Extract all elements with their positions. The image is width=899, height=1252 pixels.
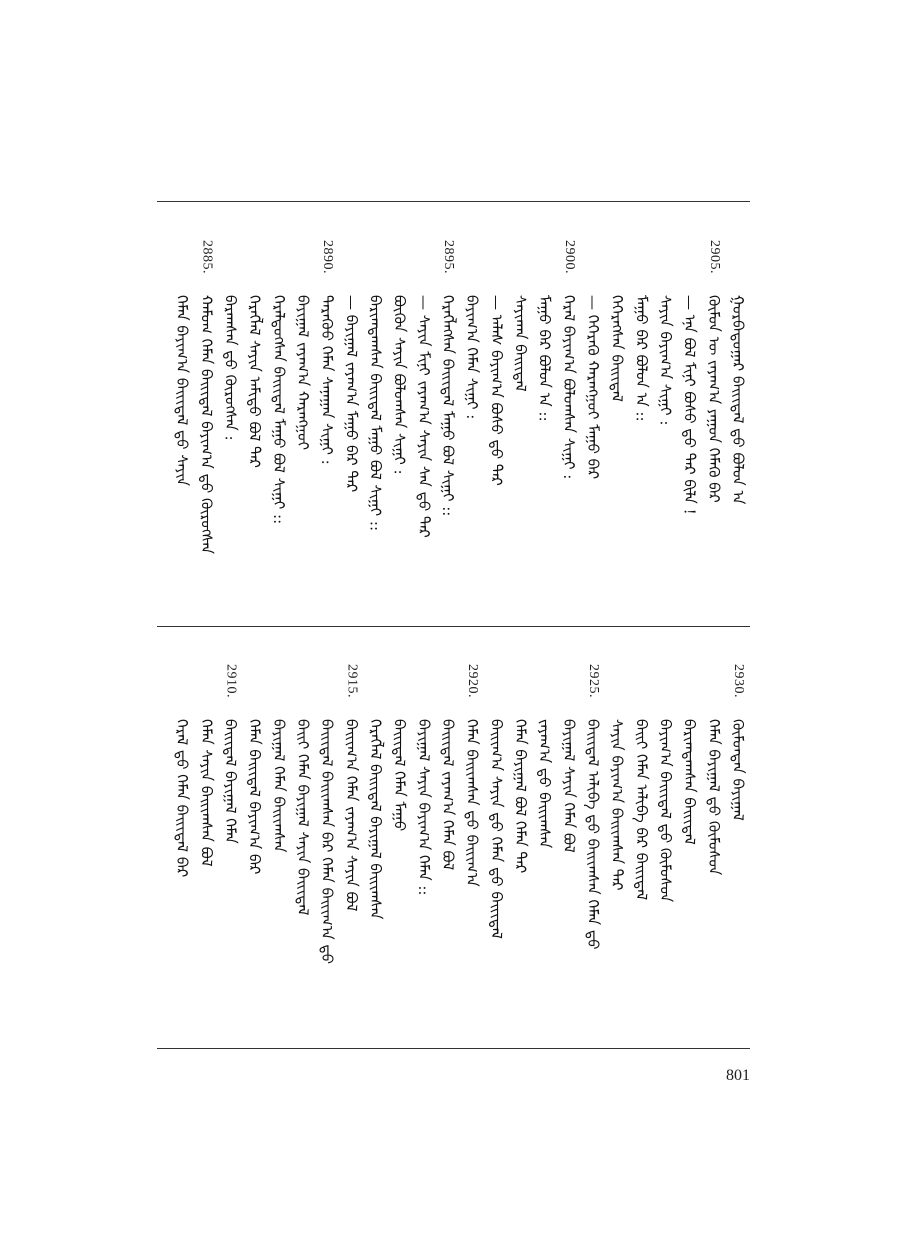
verse-text: — ᠡᠨᠡ ᠪᠣᠯ ᠮᠢᠨᠢ ᠪᠤᠰᠤ ᠳ᠋ᠤ ᠲᠡᠷ ᠪᠢᠯᠡ ! <box>680 295 699 515</box>
verse-line <box>535 664 555 1044</box>
verse-line <box>414 664 434 1044</box>
verse-text: ᠪᠠᠶᠢᠭᠠᠯ ᠰᠠᠶᠢᠨ ᠪᠠᠶᠢᠭ᠎ᠠ ᠬᠡᠮᠡᠨ :: <box>414 719 433 896</box>
verse-number <box>319 664 335 716</box>
verse-number: 2905. <box>706 240 722 274</box>
verse-number <box>271 240 287 292</box>
verse-line <box>680 664 700 1044</box>
verse-text: ᠬᠠᠮᠤᠭ ᠬᠡᠮᠡᠨ ᠪᠠᠢᠢᠳᠠᠯ ᠪᠠᠶᠢᠭ᠎ᠠ ᠳ᠋ᠤ ᠬᠦᠷᠦᠭᠰᠡᠨ <box>197 295 216 555</box>
verse-text: ᠪᠠᠢᠢᠳᠠᠯ ᠵᠠᠶᠠᠭ᠎ᠠ ᠬᠡᠮᠡᠨ ᠪᠣᠯ <box>438 719 457 871</box>
verse-line <box>414 240 434 620</box>
verse-line <box>607 664 627 1044</box>
verse-line <box>341 664 361 1044</box>
verse-number <box>537 240 553 292</box>
verse-line <box>317 664 337 1044</box>
verse-number <box>416 240 432 292</box>
verse-text: ᠭᠡᠷᠡᠯᠲᠦᠭᠰᠡᠨ ᠪᠠᠢᠢᠳᠠᠯ ᠮᠠᠭᠤ ᠪᠣᠯ ᠰᠢᠭ᠋ᠢ :: <box>269 295 288 525</box>
verse-line <box>438 240 458 620</box>
verse-number <box>609 664 625 716</box>
verse-line <box>390 664 410 1044</box>
verse-line <box>535 240 555 620</box>
verse-line <box>293 664 313 1044</box>
verse-number <box>633 240 649 292</box>
verse-number: 2915. <box>344 664 360 698</box>
verse-text: ᠪᠠᠷᠠᠭᠰᠠᠨ ᠳ᠋ᠤ ᠬᠦᠷᠦᠭᠰᠡᠨ : <box>221 295 240 441</box>
verse-number <box>609 240 625 292</box>
verse-number <box>537 664 553 716</box>
verse-text: ᠪᠠᠢᠢ ᠬᠡᠮᠡᠨ ᠠᠯᠢᠪᠠ ᠪᠡᠷ ᠪᠠᠢᠢᠳᠠᠯ <box>632 719 651 901</box>
verse-line <box>728 664 748 1044</box>
verse-number <box>392 240 408 292</box>
verse-number <box>367 664 383 716</box>
verse-text: ᠪᠠᠶᠢᠭ᠎ᠠ ᠬᠡᠮᠡᠨ ᠰᠢᠭ᠋ᠢ : <box>463 295 482 420</box>
verse-line <box>655 664 675 1044</box>
verse-number: 2910. <box>223 664 239 698</box>
verse-text: ᠪᠠᠷᠢᠭᠳᠠᠭᠰᠠᠨ ᠪᠠᠢᠢᠳᠠᠯ <box>680 719 699 845</box>
verse-text: ᠪᠠᠶᠢᠭᠠᠯ ᠰᠠᠶᠢᠨ ᠬᠡᠮᠡᠨ ᠪᠣᠯ <box>559 719 578 853</box>
verse-text: ᠭᠡᠷᠡᠯ ᠳ᠋ᠤ ᠬᠡᠮᠡᠨ ᠪᠠᠢᠢᠳᠠᠯ ᠪᠡᠷ <box>173 719 192 878</box>
verse-text: — ᠠᠯᠠᠰ ᠪᠠᠶᠢᠭ᠎ᠠ ᠪᠤᠰᠤ ᠳ᠋ᠤ ᠲᠡᠷ <box>487 295 506 486</box>
verse-number <box>367 240 383 292</box>
verse-number <box>585 240 601 292</box>
verse-line <box>317 240 337 620</box>
verse-line <box>486 240 506 620</box>
verse-number: 2920. <box>465 664 481 698</box>
verse-line <box>365 664 385 1044</box>
verse-number <box>682 240 698 292</box>
verse-number <box>657 664 673 716</box>
verse-line <box>510 240 530 620</box>
verse-line <box>583 664 603 1044</box>
verse-number <box>512 664 528 716</box>
verse-line <box>704 240 724 620</box>
verse-number <box>657 240 673 292</box>
verse-text: ᠬᠦᠮᠦᠨᠲᠡᠨ ᠪᠠᠶᠢᠭᠠᠯ <box>728 719 747 821</box>
verse-line <box>486 664 506 1044</box>
verse-number: 2900. <box>561 240 577 274</box>
verse-text: ᠪᠠᠢᠢᠳᠠᠯ ᠪᠠᠢᠢᠭᠰᠠᠨ ᠪᠡᠷ ᠬᠡᠮᠡᠨ ᠪᠠᠢᠢᠭ᠎ᠠ ᠳ᠋ᠤ <box>318 719 337 965</box>
verse-text: ᠭᠡᠷᠡᠯ ᠪᠠᠶᠢᠭ᠎ᠠ ᠪᠣᠯᠤᠭᠰᠠᠨ ᠰᠢᠭ᠋ᠢ : <box>559 295 578 480</box>
verse-number <box>174 240 190 292</box>
upper-verse-block <box>170 240 750 620</box>
verse-number <box>392 664 408 716</box>
verse-text: ᠪᠠᠷᠢᠭᠳᠠᠭᠰᠠᠨ ᠪᠠᠢᠢᠳᠠᠯ ᠮᠠᠭᠤ ᠪᠣᠯ ᠰᠢᠭ᠋ᠢ :: <box>366 295 385 532</box>
verse-text: ᠬᠦᠮᠦᠨ ᠦ ᠵᠠᠶᠠᠭ᠎ᠠ ᠶᠠᠭᠤᠨ ᠬᠡᠮᠡᠬᠦ ᠪᠡᠷ <box>704 295 723 503</box>
verse-line <box>462 664 482 1044</box>
verse-text: — ᠰᠠᠶᠢᠨ ᠮᠢᠨᠢ ᠵᠠᠶᠠᠭ᠎ᠠ ᠰᠠᠶᠢᠨ ᠰᠠᠨ ᠳ᠋ᠤ ᠲᠡᠷ <box>414 295 433 538</box>
verse-line <box>196 240 216 620</box>
verse-number <box>730 240 746 292</box>
verse-text: ᠪᠠᠢᠢ ᠬᠡᠮᠡᠨ ᠪᠠᠶᠢᠭᠠᠯ ᠰᠠᠶᠢᠨ ᠪᠠᠢᠢᠳᠠᠯ <box>293 719 312 916</box>
verse-text: ᠪᠠᠢᠢᠭ᠎ᠠ ᠰᠠᠶᠢᠨ ᠳ᠋ᠤ ᠬᠡᠮᠡᠨ ᠳ᠋ᠤ ᠪᠠᠢᠢᠳᠠᠯ <box>487 719 506 939</box>
verse-number: 2930. <box>730 664 746 698</box>
verse-number <box>561 664 577 716</box>
middle-rule <box>157 626 750 627</box>
verse-number <box>440 664 456 716</box>
verse-number: 2890. <box>320 240 336 274</box>
verse-line <box>631 664 651 1044</box>
verse-line <box>293 240 313 620</box>
verse-number <box>464 240 480 292</box>
verse-line <box>245 664 265 1044</box>
verse-number <box>633 664 649 716</box>
verse-text: ᠬᠡᠷᠡᠭᠯᠡᠯ ᠰᠠᠶᠢᠨ ᠠᠮᠢᠳᠤ ᠪᠣᠯ ᠲᠡᠷ <box>245 295 264 468</box>
verse-line <box>583 240 603 620</box>
page-number: 801 <box>726 1067 750 1084</box>
verse-text: ᠵᠠᠶᠠᠭ᠎ᠠ ᠳ᠋ᠤ ᠪᠠᠢᠢᠭᠰᠠᠨ <box>535 719 554 849</box>
verse-number <box>706 664 722 716</box>
verse-text: ᠬᠡᠷᠡᠭᠯᠡᠭᠰᠡᠨ ᠪᠠᠢᠢᠳᠠᠯ ᠮᠠᠭᠤ ᠪᠣᠯ ᠰᠢᠭ᠋ᠢ :: <box>438 295 457 517</box>
verse-number: 2895. <box>440 240 456 274</box>
verse-text: ᠪᠠᠢᠢᠳᠠᠯ ᠠᠯᠢᠪᠠ ᠳ᠋ᠤ ᠪᠠᠢᠢᠭᠰᠠᠨ ᠬᠡᠮᠡᠨ ᠳ᠋ᠤ <box>583 719 602 950</box>
verse-line <box>680 240 700 620</box>
verse-text: — ᠭᠡᠭᠡᠷᠡᠭᠦ ᠬᠠᠷᠠᠩᠭᠤᠢ ᠮᠠᠭᠤ ᠪᠡᠷ <box>583 295 602 480</box>
verse-line <box>607 240 627 620</box>
verse-text: ᠭᠤᠷᠪᠠᠳᠤᠭᠠᠷ ᠪᠠᠢᠢᠳᠠᠯ ᠳ᠋ᠤ ᠪᠤᠯᠤᠨ ᠠ <box>728 295 747 505</box>
verse-line <box>559 664 579 1044</box>
verse-text: ᠪᠠᠢᠢᠳᠠᠯ ᠬᠡᠮᠡᠨ ᠮᠠᠭᠤ <box>390 719 409 832</box>
verse-number <box>247 664 263 716</box>
verse-number <box>222 240 238 292</box>
verse-number <box>682 664 698 716</box>
verse-text: — ᠪᠠᠶᠢᠭᠠᠯ ᠵᠠᠶᠠᠭ᠎ᠠ ᠮᠠᠭᠤ ᠪᠡᠷ ᠲᠡᠷ <box>342 295 361 493</box>
verse-text: ᠬᠡᠮᠡᠨ ᠪᠠᠶᠢᠭᠠᠯ ᠳ᠋ᠤ ᠬᠦᠮᠦᠰᠦᠨ <box>704 719 723 876</box>
verse-number <box>198 664 214 716</box>
verse-text: ᠪᠠᠶᠢᠭᠠᠯ ᠬᠡᠮᠡᠨ ᠪᠠᠢᠢᠭᠰᠠᠨ <box>269 719 288 853</box>
verse-line <box>196 664 216 1044</box>
verse-text: ᠰᠠᠶᠢᠨ ᠪᠠᠶᠢᠭ᠎ᠠ ᠰᠢᠭ᠋ᠢ : <box>656 295 675 426</box>
verse-number <box>271 664 287 716</box>
lower-verse-block <box>170 664 750 1044</box>
verse-number <box>295 664 311 716</box>
verse-text: ᠬᠡᠮᠡᠨ ᠪᠠᠶᠢᠭᠠᠯ ᠪᠣᠯ ᠬᠡᠮᠡᠨ ᠲᠡᠷ <box>511 719 530 874</box>
verse-number <box>488 240 504 292</box>
bottom-rule <box>157 1048 750 1049</box>
verse-text: ᠪᠠᠶᠢᠭ᠎ᠠ ᠪᠠᠢᠢᠳᠠᠯ ᠳ᠋ᠤ ᠬᠦᠮᠦᠰᠦᠨ <box>656 719 675 903</box>
verse-line <box>365 240 385 620</box>
verse-text: ᠪᠦᠬᠦᠨ ᠰᠠᠶᠢᠨ ᠪᠣᠯᠤᠭᠰᠠᠨ ᠰᠢᠭ᠋ᠢ : <box>390 295 409 475</box>
verse-line <box>341 240 361 620</box>
verse-line <box>390 240 410 620</box>
verse-number <box>488 664 504 716</box>
verse-text: ᠬᠡᠷᠡᠭᠯᠡᠯ ᠪᠠᠢᠢᠳᠠᠯ ᠪᠠᠶᠢᠭᠠᠯ ᠪᠠᠢᠢᠭᠰᠠᠨ <box>366 719 385 920</box>
verse-line <box>172 240 192 620</box>
verse-text: ᠪᠠᠶᠢᠭᠠᠯ ᠵᠠᠶᠠᠭ᠎ᠠ ᠬᠠᠷᠠᠩᠭᠤᠢ <box>293 295 312 450</box>
verse-line <box>438 664 458 1044</box>
verse-number <box>512 240 528 292</box>
verse-line <box>269 240 289 620</box>
top-rule <box>157 201 750 202</box>
verse-number: 2885. <box>199 240 215 274</box>
verse-text: ᠪᠠᠢᠢᠳᠠᠯ ᠪᠠᠶᠢᠭᠠᠯ ᠬᠡᠮᠡᠨ <box>221 719 240 844</box>
verse-text: ᠬᠡᠮᠡᠨ ᠪᠠᠢᠢᠭᠰᠠᠨ ᠳ᠋ᠤ ᠪᠠᠢᠢᠭ᠎ᠠ <box>463 719 482 887</box>
verse-text: ᠪᠠᠢᠢᠭ᠎ᠠ ᠬᠡᠮᠡᠨ ᠵᠠᠶᠠᠭ᠎ᠠ ᠰᠠᠶᠢᠨ ᠪᠣᠯ <box>342 719 361 912</box>
verse-number: 2925. <box>585 664 601 698</box>
verse-text: ᠰᠠᠶᠢᠬᠠᠨ ᠪᠠᠢᠢᠳᠠᠯ <box>511 295 530 392</box>
verse-line <box>655 240 675 620</box>
verse-number <box>174 664 190 716</box>
verse-number <box>416 664 432 716</box>
verse-line <box>220 664 240 1044</box>
verse-line <box>245 240 265 620</box>
verse-text: ᠬᠡᠮᠡᠨ ᠰᠠᠶᠢᠨ ᠪᠠᠢᠢᠭᠰᠠᠨ ᠪᠣᠯ <box>197 719 216 867</box>
verse-text: ᠮᠠᠭᠤ ᠪᠡᠷ ᠪᠤᠯᠤᠨ ᠠ :: <box>632 295 651 422</box>
verse-line <box>269 664 289 1044</box>
verse-text: ᠰᠠᠶᠢᠨ ᠪᠠᠶᠢᠭ᠎ᠠ ᠪᠠᠢᠢᠭᠰᠠᠨ ᠲᠡᠷ <box>608 719 627 891</box>
verse-text: ᠭᠡᠭᠡᠷᠡᠭᠰᠡᠨ ᠪᠠᠢᠢᠳᠠᠯ <box>608 295 627 402</box>
verse-line <box>631 240 651 620</box>
verse-number <box>343 240 359 292</box>
verse-line <box>462 240 482 620</box>
verse-text: ᠲᠡᠷᠡᠭᠦᠦ ᠬᠡᠮᠡᠨ ᠰᠠᠨᠠᠭᠠᠨ ᠰᠢᠭ᠋ᠢ : <box>318 295 337 465</box>
verse-line <box>559 240 579 620</box>
verse-text: ᠬᠡᠮᠡᠨ ᠪᠠᠶᠢᠭ᠎ᠠ ᠪᠠᠢᠢᠳᠠᠯ ᠳ᠋ᠤ ᠰᠠᠶᠢᠨ <box>173 295 192 487</box>
verse-text: ᠬᠡᠮᠡᠨ ᠪᠠᠢᠢᠳᠠᠯ ᠪᠠᠶᠢᠭ᠎ᠠ ᠪᠡᠷ <box>245 719 264 875</box>
verse-line <box>728 240 748 620</box>
verse-text: ᠮᠠᠭᠤ ᠪᠡᠷ ᠪᠤᠯᠤᠨ ᠠ :: <box>535 295 554 422</box>
verse-number <box>295 240 311 292</box>
verse-line <box>220 240 240 620</box>
verse-line <box>704 664 724 1044</box>
verse-line <box>510 664 530 1044</box>
verse-number <box>247 240 263 292</box>
verse-line <box>172 664 192 1044</box>
